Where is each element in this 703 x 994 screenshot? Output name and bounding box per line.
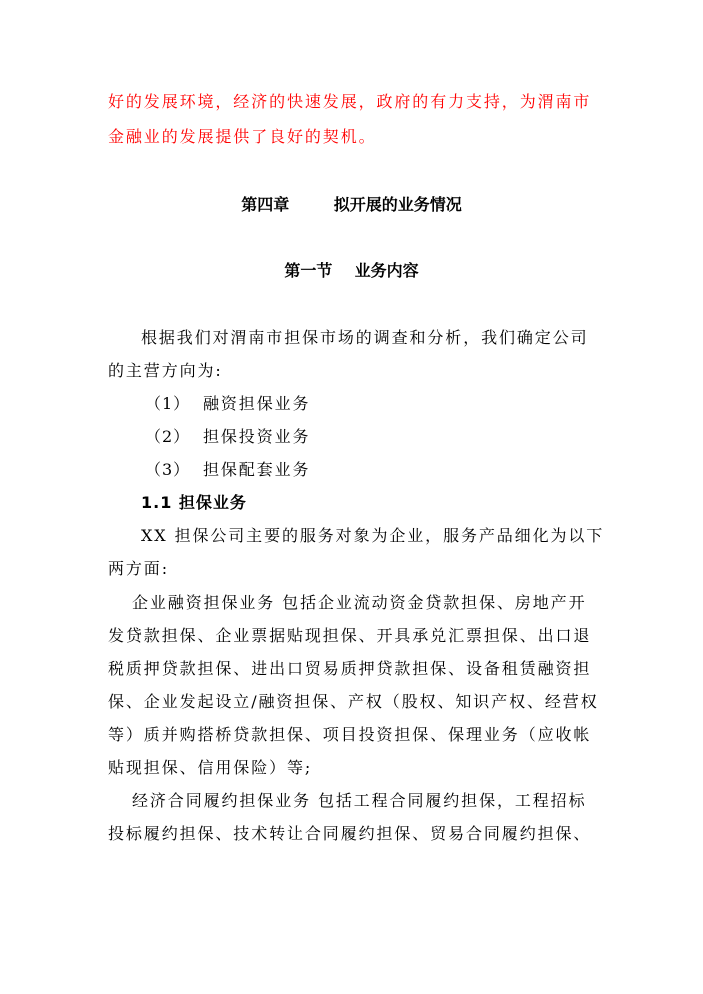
para3-line-4: 保、企业发起设立/融资担保、产权（股权、知识产权、经营权 (108, 692, 599, 711)
list-item-text: 担保配套业务 (203, 460, 311, 479)
para2-line-2: 两方面: (108, 559, 169, 578)
para2-line-1: XX 担保公司主要的服务对象为企业，服务产品细化为以下 (141, 526, 605, 545)
intro-line-1: 好的发展环境，经济的快速发展，政府的有力支持，为渭南市 (108, 92, 592, 111)
section-heading: 第一节 业务内容 (284, 261, 419, 280)
list-item-text: 融资担保业务 (203, 394, 311, 413)
chapter-heading: 第四章 拟开展的业务情况 (241, 195, 462, 214)
list-item-2 (145, 427, 310, 447)
para3-line-3: 税质押贷款担保、进出口贸易质押贷款担保、设备租赁融资担 (108, 659, 592, 678)
para3-line-1: 企业融资担保业务 包括企业流动资金贷款担保、房地产开 (132, 593, 587, 612)
list-item-3 (145, 460, 310, 480)
para3-line-5: 等）质并购搭桥贷款担保、项目投资担保、保理业务（应收帐 (108, 725, 592, 744)
para4-line-2: 投标履约担保、技术转让合同履约担保、贸易合同履约担保、 (108, 824, 592, 843)
para3-line-2: 发贷款担保、企业票据贴现担保、开具承兑汇票担保、出口退 (108, 626, 592, 645)
para4-line-1: 经济合同履约担保业务 包括工程合同履约担保，工程招标 (132, 791, 587, 810)
para1-line-2: 的主营方向为: (108, 361, 223, 380)
subheading: 1.1 担保业务 (141, 493, 247, 512)
list-item-number: （1） (145, 394, 191, 413)
list-item-number: （3） (145, 460, 191, 479)
list-item-number: （2） (145, 427, 191, 446)
para3-line-6: 贴现担保、信用保险）等; (108, 758, 313, 777)
para1-line-1: 根据我们对渭南市担保市场的调查和分析，我们确定公司 (141, 328, 589, 347)
list-item-1 (145, 394, 310, 414)
list-item-text: 担保投资业务 (203, 427, 311, 446)
intro-line-2: 金融业的发展提供了良好的契机。 (108, 127, 377, 146)
